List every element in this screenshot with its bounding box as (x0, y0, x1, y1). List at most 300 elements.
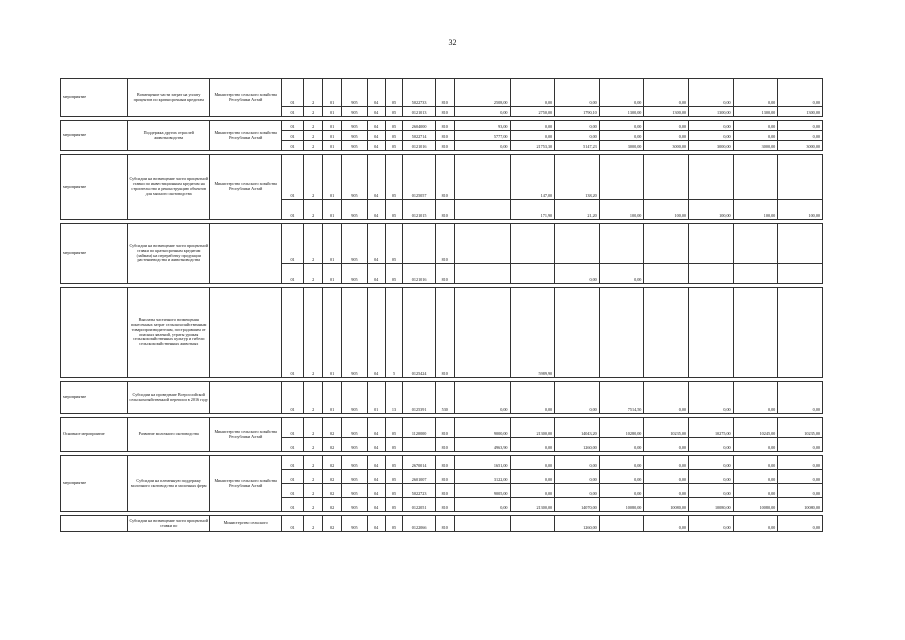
amount-cell: 1260,00 (555, 516, 600, 532)
amount-cell: 14070,00 (555, 498, 600, 512)
code-cell: 05 (385, 498, 403, 512)
table-row (61, 224, 823, 264)
code-cell: 01 (323, 79, 342, 107)
code-cell: 04 (367, 131, 385, 141)
code-cell: 04 (367, 200, 385, 220)
amount-cell: 0,00 (733, 484, 778, 498)
block-name-cell: Развитие молочного скотоводства (127, 418, 210, 452)
code-cell: 04 (367, 264, 385, 284)
code-cell: 0125057 (403, 155, 435, 200)
amount-cell: 138,20 (555, 155, 600, 200)
code-cell: 01 (323, 131, 342, 141)
code-cell: 5 (385, 288, 403, 378)
amount-cell: 0,00 (778, 121, 823, 131)
amount-cell: 10275,00 (689, 418, 734, 438)
code-cell: 810 (435, 264, 454, 284)
code-cell: 810 (435, 288, 454, 378)
code-cell: 01 (281, 418, 303, 438)
code-cell: 04 (367, 288, 385, 378)
amount-cell: 9005,00 (454, 484, 510, 498)
amount-cell: 1300,00 (778, 107, 823, 117)
amount-cell (778, 288, 823, 378)
amount-cell: 0,00 (454, 141, 510, 151)
amount-cell: 10080,00 (733, 498, 778, 512)
table-row (61, 155, 823, 200)
amount-cell: 9000,00 (454, 418, 510, 438)
code-cell: 05 (385, 470, 403, 484)
amount-cell: 0,00 (599, 470, 644, 484)
code-cell: 04 (367, 456, 385, 470)
amount-cell: 0,00 (510, 79, 555, 107)
code-cell: 05 (385, 141, 403, 151)
code-cell: 810 (435, 141, 454, 151)
amount-cell: 10080,00 (689, 498, 734, 512)
code-cell: 01 (281, 438, 303, 452)
code-cell: 905 (342, 200, 368, 220)
table-row (61, 456, 823, 470)
code-cell: 05 (385, 79, 403, 107)
code-cell: 01 (281, 224, 303, 264)
code-cell: 0121016 (403, 264, 435, 284)
code-cell: 810 (435, 438, 454, 452)
amount-cell (454, 288, 510, 378)
code-cell: 905 (342, 224, 368, 264)
code-cell: 905 (342, 498, 368, 512)
amount-cell (644, 224, 689, 264)
code-cell (403, 224, 435, 264)
code-cell: 2 (304, 131, 323, 141)
amount-cell (454, 200, 510, 220)
code-cell: 0122051 (403, 498, 435, 512)
amount-cell: 1300,00 (733, 107, 778, 117)
amount-cell: 0,00 (555, 484, 600, 498)
code-cell: 04 (367, 141, 385, 151)
amount-cell: 5147,23 (555, 141, 600, 151)
code-cell: 905 (342, 382, 368, 414)
executor-cell: Министерство сельского хозяйства Республики Алтай (210, 456, 281, 512)
code-cell: 05 (385, 418, 403, 438)
code-cell: 01 (281, 121, 303, 131)
amount-cell: 3000,00 (644, 141, 689, 151)
code-cell: 04 (367, 516, 385, 532)
code-cell: 01 (281, 516, 303, 532)
executor-cell (210, 288, 281, 378)
code-cell: 2 (304, 456, 323, 470)
amount-cell (733, 264, 778, 284)
code-cell: 0121015 (403, 200, 435, 220)
amount-cell: 1790,10 (555, 107, 600, 117)
table-row (61, 382, 823, 414)
amount-cell: 10080,00 (599, 498, 644, 512)
code-cell: 810 (435, 418, 454, 438)
amount-cell: 2750,00 (510, 107, 555, 117)
block-name-cell: Субсидии на возмещение части процентной ставки по (127, 516, 210, 532)
block-name-cell: Субсидии на возмещение части процентной ставки по инвестиционным кредитам на строительство и реконструкцию объектов для мясного скотоводства (127, 155, 210, 220)
amount-cell: 0,00 (778, 79, 823, 107)
amount-cell: 0,00 (689, 131, 734, 141)
amount-cell (689, 264, 734, 284)
code-cell: 04 (367, 484, 385, 498)
amount-cell: 1300,00 (599, 107, 644, 117)
amount-cell (644, 155, 689, 200)
amount-cell: 0,00 (644, 382, 689, 414)
amount-cell (778, 155, 823, 200)
amount-cell: 0,00 (733, 121, 778, 131)
code-cell: 5022723 (403, 484, 435, 498)
code-cell: 02 (323, 484, 342, 498)
code-cell: 2 (304, 79, 323, 107)
code-cell: 01 (323, 107, 342, 117)
code-cell: 01 (323, 121, 342, 131)
amount-cell: 0,00 (733, 470, 778, 484)
block-type-cell (61, 516, 128, 532)
block-type-cell: мероприятие (61, 121, 128, 151)
amount-cell: 0,00 (555, 131, 600, 141)
amount-cell (555, 224, 600, 264)
amount-cell: 0,00 (599, 131, 644, 141)
amount-cell: 3000,00 (689, 141, 734, 151)
amount-cell (454, 224, 510, 264)
code-cell: 04 (367, 107, 385, 117)
amount-cell: 0,00 (778, 438, 823, 452)
code-cell: 810 (435, 484, 454, 498)
amount-cell (644, 288, 689, 378)
code-cell: 2 (304, 470, 323, 484)
amount-cell: 0,00 (778, 484, 823, 498)
code-cell: 05 (385, 438, 403, 452)
code-cell: 905 (342, 141, 368, 151)
amount-cell: 10080,00 (778, 498, 823, 512)
code-cell: 5022714 (403, 131, 435, 141)
amount-cell: 100,00 (644, 200, 689, 220)
code-cell: 01 (281, 107, 303, 117)
code-cell: 2601007 (403, 470, 435, 484)
amount-cell: 21,20 (555, 200, 600, 220)
table-row (61, 418, 823, 438)
code-cell: 02 (323, 418, 342, 438)
code-cell: 04 (367, 79, 385, 107)
code-cell: 2 (304, 141, 323, 151)
amount-cell: 14043,20 (555, 418, 600, 438)
amount-cell: 0,00 (644, 470, 689, 484)
code-cell: 0125424 (403, 288, 435, 378)
code-cell: 05 (385, 484, 403, 498)
code-cell: 01 (281, 264, 303, 284)
amount-cell: 21300,00 (510, 418, 555, 438)
code-cell: 905 (342, 288, 368, 378)
block-type-cell: мероприятие (61, 456, 128, 512)
amount-cell: 0,00 (778, 470, 823, 484)
amount-cell: 21753,30 (510, 141, 555, 151)
page-number: 32 (448, 38, 457, 47)
code-cell: 530 (435, 382, 454, 414)
amount-cell (555, 288, 600, 378)
amount-cell: 10235,00 (778, 418, 823, 438)
amount-cell: 1651,00 (454, 456, 510, 470)
code-cell: 2 (304, 200, 323, 220)
block-name-cell: Субсидии на возмещение части процентной ставки по краткосрочным кредитам (займам) на переработку продукции растениеводства и животноводства (127, 224, 210, 284)
amount-cell: 0,00 (510, 121, 555, 131)
code-cell: 810 (435, 107, 454, 117)
amount-cell: 0,00 (689, 382, 734, 414)
code-cell: 04 (367, 224, 385, 264)
code-cell: 2 (304, 438, 323, 452)
code-cell: 02 (323, 470, 342, 484)
table-row (61, 516, 823, 532)
code-cell: 04 (367, 155, 385, 200)
executor-cell: Министерство сельского хозяйства Республики Алтай (210, 155, 281, 220)
code-cell: 05 (385, 456, 403, 470)
block-type-cell: мероприятие (61, 224, 128, 284)
block-name-cell: Выплаты частичного возмещения понесенных затрат сельскохозяйственным товаропроизводителям, пострадавшим от опасных явлений, утраты урожая сельскохозяйственных культур и гибели сельскохозяйственных животных (127, 288, 210, 378)
amount-cell: 10245,00 (733, 418, 778, 438)
code-cell: 01 (281, 155, 303, 200)
code-cell: 0122066 (403, 516, 435, 532)
amount-cell: 0,00 (689, 484, 734, 498)
code-cell: 01 (323, 224, 342, 264)
amount-cell: 0,00 (689, 121, 734, 131)
amount-cell: 93,00 (454, 121, 510, 131)
block-type-cell: мероприятие (61, 79, 128, 117)
amount-cell: 0,00 (733, 438, 778, 452)
amount-cell: 1260,00 (555, 438, 600, 452)
amount-cell: 0,00 (599, 264, 644, 284)
amount-cell: 0,00 (555, 382, 600, 414)
executor-cell: Министерство сельского хозяйства Республики Алтай (210, 121, 281, 151)
code-cell: 04 (367, 121, 385, 131)
code-cell: 810 (435, 456, 454, 470)
code-cell: 05 (385, 121, 403, 131)
amount-cell: 100,00 (778, 200, 823, 220)
amount-cell (510, 516, 555, 532)
amount-cell: 0,00 (599, 438, 644, 452)
amount-cell (599, 288, 644, 378)
code-cell: 05 (385, 200, 403, 220)
amount-cell: 3122,00 (454, 470, 510, 484)
code-cell: 905 (342, 456, 368, 470)
code-cell: 01 (281, 141, 303, 151)
table-row (61, 288, 823, 378)
amount-cell: 2508,00 (454, 79, 510, 107)
amount-cell: 0,00 (644, 121, 689, 131)
code-cell: 04 (367, 498, 385, 512)
amount-cell: 0,00 (555, 121, 600, 131)
block-name-cell: Возмещение части затрат на уплату процентов по краткосрочным кредитам (127, 79, 210, 117)
amount-cell: 0,00 (689, 470, 734, 484)
executor-cell: Министерство сельского хозяйства Республики Алтай (210, 79, 281, 117)
code-cell: 01 (281, 484, 303, 498)
code-cell: 01 (367, 382, 385, 414)
code-cell: 01 (281, 131, 303, 141)
executor-cell: Министерство сельского (210, 516, 281, 532)
code-cell: 905 (342, 155, 368, 200)
code-cell: 810 (435, 121, 454, 131)
code-cell: 05 (385, 131, 403, 141)
block-type-cell: Основное мероприятие (61, 418, 128, 452)
amount-cell: 0,00 (454, 382, 510, 414)
code-cell: 01 (281, 470, 303, 484)
amount-cell: 0,00 (689, 516, 734, 532)
amount-cell: 3000,00 (778, 141, 823, 151)
block-type-cell: мероприятие (61, 382, 128, 414)
amount-cell: 10280,00 (599, 418, 644, 438)
amount-cell (599, 516, 644, 532)
code-cell: 1120000 (403, 418, 435, 438)
amount-cell: 0,00 (778, 456, 823, 470)
code-cell: 01 (323, 155, 342, 200)
code-cell: 810 (435, 200, 454, 220)
code-cell: 01 (323, 141, 342, 151)
amount-cell (689, 224, 734, 264)
amount-cell: 0,00 (510, 470, 555, 484)
amount-cell: 0,00 (510, 484, 555, 498)
amount-cell: 0,00 (733, 79, 778, 107)
code-cell: 905 (342, 79, 368, 107)
code-cell: 05 (385, 107, 403, 117)
amount-cell: 0,00 (599, 79, 644, 107)
amount-cell: 0,00 (733, 131, 778, 141)
amount-cell: 7514,50 (599, 382, 644, 414)
code-cell: 2 (304, 288, 323, 378)
code-cell: 905 (342, 131, 368, 141)
block-type-cell: мероприятие (61, 155, 128, 220)
code-cell: 2 (304, 264, 323, 284)
amount-cell: 0,00 (510, 131, 555, 141)
code-cell: 2 (304, 484, 323, 498)
amount-cell: 171,90 (510, 200, 555, 220)
amount-cell: 3000,00 (599, 141, 644, 151)
code-cell: 02 (323, 498, 342, 512)
amount-cell (510, 264, 555, 284)
amount-cell: 0,00 (778, 516, 823, 532)
amount-cell: 0,00 (555, 264, 600, 284)
amount-cell (454, 264, 510, 284)
code-cell: 13 (385, 382, 403, 414)
code-cell: 905 (342, 121, 368, 131)
code-cell: 2 (304, 107, 323, 117)
code-cell: 2 (304, 121, 323, 131)
amount-cell: 0,00 (599, 121, 644, 131)
code-cell: 810 (435, 131, 454, 141)
amount-cell: 0,00 (733, 382, 778, 414)
amount-cell (454, 155, 510, 200)
amount-cell: 0,00 (644, 131, 689, 141)
amount-cell: 0,00 (454, 107, 510, 117)
code-cell: 810 (435, 155, 454, 200)
code-cell: 810 (435, 79, 454, 107)
code-cell: 2 (304, 224, 323, 264)
amount-cell: 0,00 (555, 470, 600, 484)
code-cell: 905 (342, 438, 368, 452)
amount-cell: 0,00 (644, 456, 689, 470)
amount-cell: 100,00 (689, 200, 734, 220)
amount-cell: 10235,00 (644, 418, 689, 438)
amount-cell: 0,00 (644, 79, 689, 107)
code-cell: 2 (304, 516, 323, 532)
amount-cell (733, 288, 778, 378)
code-cell: 2670014 (403, 456, 435, 470)
code-cell: 01 (281, 498, 303, 512)
amount-cell (644, 264, 689, 284)
code-cell: 2604000 (403, 121, 435, 131)
code-cell: 04 (367, 438, 385, 452)
table-row (61, 79, 823, 107)
amount-cell: 0,00 (555, 79, 600, 107)
code-cell: 2 (304, 155, 323, 200)
amount-cell (778, 264, 823, 284)
amount-cell: 0,00 (644, 484, 689, 498)
amount-cell: 0,00 (599, 456, 644, 470)
code-cell: 905 (342, 484, 368, 498)
code-cell: 905 (342, 516, 368, 532)
amount-cell (689, 155, 734, 200)
code-cell: 01 (281, 288, 303, 378)
amount-cell: 5989,90 (510, 288, 555, 378)
amount-cell: 100,00 (733, 200, 778, 220)
code-cell: 5022733 (403, 79, 435, 107)
code-cell: 2 (304, 498, 323, 512)
amount-cell: 0,00 (778, 382, 823, 414)
amount-cell: 0,00 (689, 456, 734, 470)
amount-cell: 0,00 (778, 131, 823, 141)
executor-cell: Министерство сельского хозяйства Республики Алтай (210, 418, 281, 452)
code-cell: 810 (435, 498, 454, 512)
amount-cell: 0,00 (644, 438, 689, 452)
code-cell: 01 (281, 200, 303, 220)
code-cell: 01 (281, 456, 303, 470)
code-cell: 01 (323, 288, 342, 378)
code-cell: 0125391 (403, 382, 435, 414)
amount-cell: 10080,00 (644, 498, 689, 512)
amount-cell: 0,00 (454, 498, 510, 512)
code-cell: 905 (342, 107, 368, 117)
amount-cell: 100,00 (599, 200, 644, 220)
executor-cell (210, 382, 281, 414)
code-cell: 04 (367, 418, 385, 438)
amount-cell: 0,00 (733, 516, 778, 532)
code-cell: 05 (385, 264, 403, 284)
code-cell: 2 (304, 418, 323, 438)
amount-cell: 5777,00 (454, 131, 510, 141)
block-name-cell: Субсидии на племенную поддержку молочного скотоводства и молочных ферм (127, 456, 210, 512)
amount-cell (599, 155, 644, 200)
code-cell: 02 (323, 456, 342, 470)
code-cell: 04 (367, 470, 385, 484)
code-cell: 905 (342, 418, 368, 438)
code-cell: 905 (342, 470, 368, 484)
amount-cell: 0,00 (599, 484, 644, 498)
amount-cell (733, 224, 778, 264)
block-type-cell (61, 288, 128, 378)
code-cell (403, 438, 435, 452)
code-cell: 01 (281, 79, 303, 107)
amount-cell: 1300,00 (644, 107, 689, 117)
code-cell: 810 (435, 470, 454, 484)
amount-cell (454, 516, 510, 532)
code-cell: 01 (323, 200, 342, 220)
amount-cell: 0,00 (555, 456, 600, 470)
code-cell: 810 (435, 224, 454, 264)
code-cell: 01 (281, 382, 303, 414)
amount-cell: 0,00 (689, 79, 734, 107)
code-cell: 01 (323, 264, 342, 284)
amount-cell: 0,00 (510, 456, 555, 470)
amount-cell: 21300,00 (510, 498, 555, 512)
budget-table (60, 75, 823, 532)
code-cell: 810 (435, 516, 454, 532)
amount-cell: 147,00 (510, 155, 555, 200)
amount-cell (733, 155, 778, 200)
